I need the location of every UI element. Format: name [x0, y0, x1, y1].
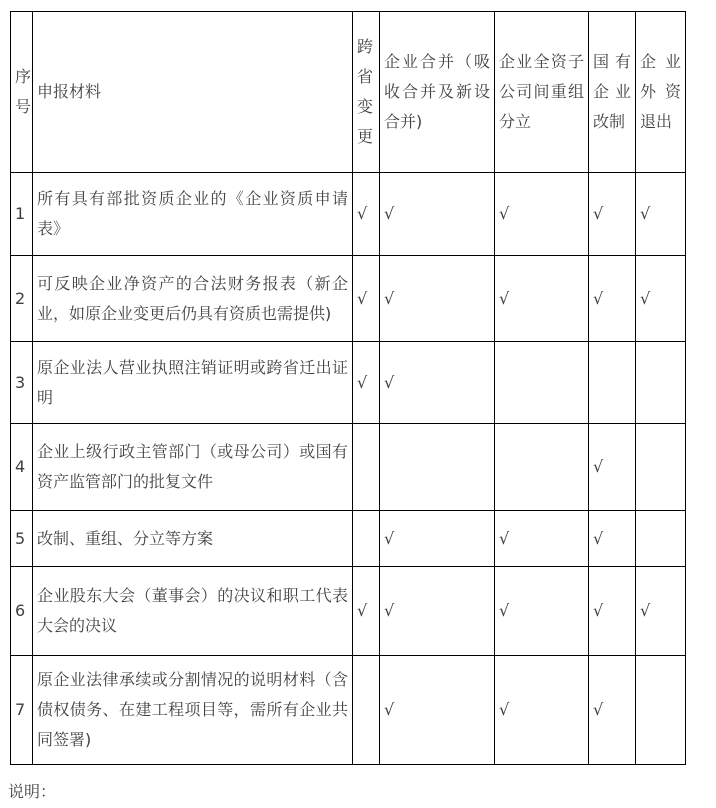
check-cell: √ [589, 256, 636, 342]
application-materials-table [10, 11, 686, 765]
check-cell [636, 424, 686, 511]
header-foreign-capital-exit: 企业外资退出 [636, 12, 686, 173]
table-row [11, 424, 686, 511]
seq-cell: 1 [11, 173, 33, 256]
check-cell: √ [380, 511, 495, 567]
check-cell [353, 424, 380, 511]
check-cell [636, 656, 686, 765]
check-cell: √ [380, 173, 495, 256]
table-row [11, 567, 686, 656]
header-material: 申报材料 [33, 12, 353, 173]
seq-cell: 6 [11, 567, 33, 656]
check-cell [353, 656, 380, 765]
check-cell: √ [353, 342, 380, 424]
material-cell: 改制、重组、分立等方案 [33, 511, 353, 567]
check-cell [636, 342, 686, 424]
check-cell [495, 424, 589, 511]
check-cell: √ [589, 173, 636, 256]
check-cell [636, 511, 686, 567]
check-cell: √ [589, 656, 636, 765]
check-cell: √ [589, 424, 636, 511]
table-row [11, 342, 686, 424]
check-cell: √ [380, 656, 495, 765]
material-cell: 所有具有部批资质企业的《企业资质申请表》 [33, 173, 353, 256]
check-cell: √ [380, 567, 495, 656]
check-cell [495, 342, 589, 424]
table-row [11, 511, 686, 567]
seq-cell: 3 [11, 342, 33, 424]
check-cell: √ [636, 256, 686, 342]
seq-cell: 5 [11, 511, 33, 567]
check-cell: √ [353, 256, 380, 342]
note-label: 说明： [8, 782, 57, 801]
material-cell: 企业上级行政主管部门（或母公司）或国有资产监管部门的批复文件 [33, 424, 353, 511]
check-cell [353, 511, 380, 567]
header-subsidiary-reorg-split: 企业全资子公司间重组分立 [495, 12, 589, 173]
seq-cell: 2 [11, 256, 33, 342]
check-cell: √ [380, 342, 495, 424]
table-header-row [11, 12, 686, 173]
header-cross-province-change: 跨省变更 [353, 12, 380, 173]
material-cell: 可反映企业净资产的合法财务报表（新企业，如原企业变更后仍具有资质也需提供) [33, 256, 353, 342]
check-cell: √ [353, 173, 380, 256]
material-cell: 原企业法律承续或分割情况的说明材料（含债权债务、在建工程项目等，需所有企业共同签署) [33, 656, 353, 765]
check-cell: √ [353, 567, 380, 656]
check-cell: √ [589, 511, 636, 567]
material-cell: 企业股东大会（董事会）的决议和职工代表大会的决议 [33, 567, 353, 656]
check-cell: √ [636, 567, 686, 656]
check-cell: √ [495, 656, 589, 765]
check-cell [380, 424, 495, 511]
seq-cell: 4 [11, 424, 33, 511]
check-cell: √ [495, 173, 589, 256]
check-cell [589, 342, 636, 424]
check-cell: √ [636, 173, 686, 256]
check-cell: √ [495, 511, 589, 567]
table-row [11, 256, 686, 342]
check-cell: √ [589, 567, 636, 656]
seq-cell: 7 [11, 656, 33, 765]
check-cell: √ [380, 256, 495, 342]
table-row [11, 173, 686, 256]
material-cell: 原企业法人营业执照注销证明或跨省迁出证明 [33, 342, 353, 424]
table-row [11, 656, 686, 765]
header-enterprise-merger: 企业合并（吸收合并及新设合并) [380, 12, 495, 173]
header-soe-restructuring: 国有企业改制 [589, 12, 636, 173]
check-cell: √ [495, 567, 589, 656]
check-cell: √ [495, 256, 589, 342]
header-seq: 序号 [11, 12, 33, 173]
